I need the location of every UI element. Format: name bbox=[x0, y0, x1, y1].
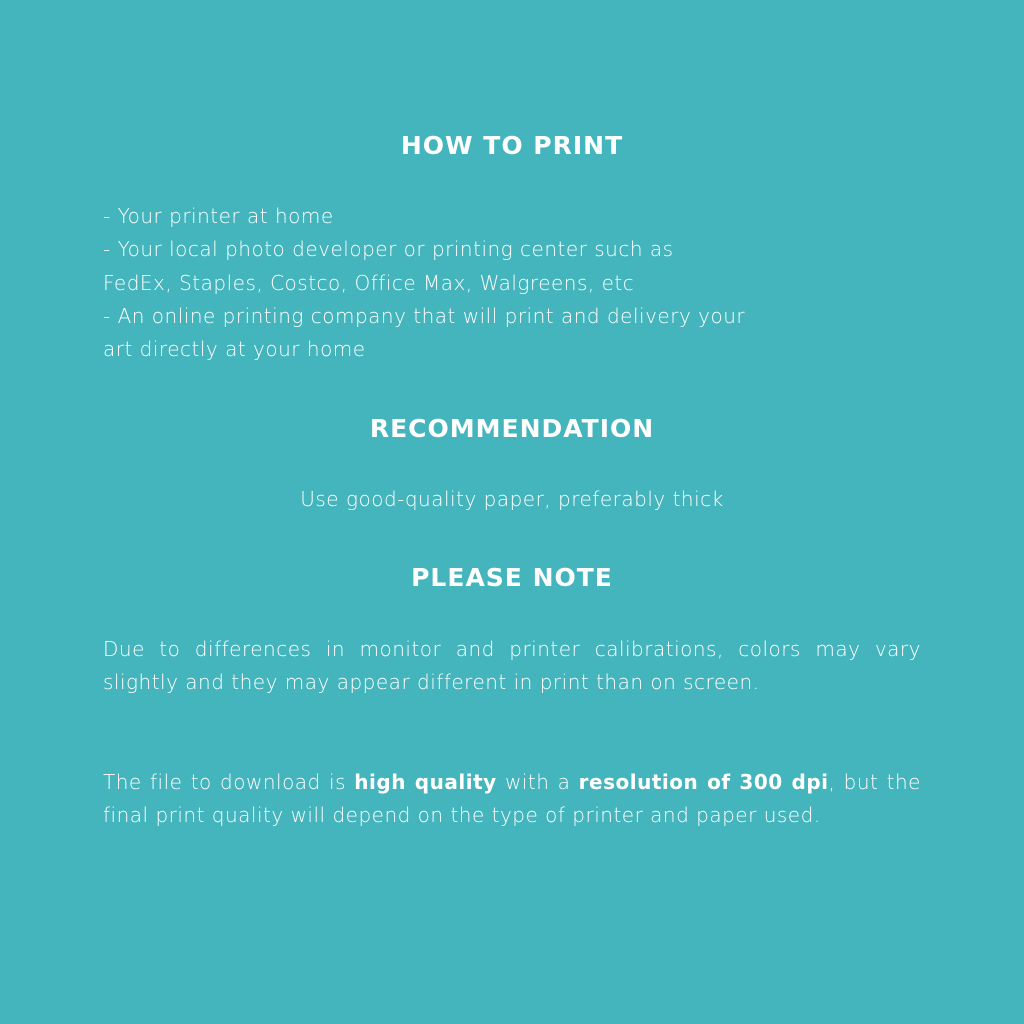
recommendation-text: Use good-quality paper, preferably thick bbox=[300, 487, 724, 511]
print-option-line: FedEx, Staples, Costco, Office Max, Walgreens, etc bbox=[103, 270, 635, 295]
high-quality-emphasis: high quality bbox=[354, 770, 497, 794]
print-option-line: art directly at your home bbox=[103, 337, 366, 362]
print-option-line: - An online printing company that will print and delivery your bbox=[103, 303, 746, 328]
how-to-print-heading: HOW TO PRINT bbox=[400, 131, 624, 160]
please-note-heading: PLEASE NOTE bbox=[411, 563, 613, 592]
print-option-line: - Your printer at home bbox=[103, 204, 334, 228]
quality-note-text: The file to download is bbox=[103, 770, 355, 794]
recommendation-heading: RECOMMENDATION bbox=[369, 414, 655, 443]
quality-note-text: with a bbox=[496, 770, 579, 794]
print-option-line: - Your local photo developer or printing center such as bbox=[103, 237, 674, 262]
quality-note bbox=[103, 766, 921, 833]
quality-note-text: , but the final print quality will depend on the type of printer and paper used. bbox=[103, 770, 921, 828]
calibration-note: Due to differences in monitor and printer calibrations, colors may vary slightly and they may appear different in print than on screen. bbox=[103, 637, 921, 695]
print-options-list bbox=[103, 200, 921, 366]
resolution-emphasis: resolution of 300 dpi bbox=[578, 770, 829, 794]
